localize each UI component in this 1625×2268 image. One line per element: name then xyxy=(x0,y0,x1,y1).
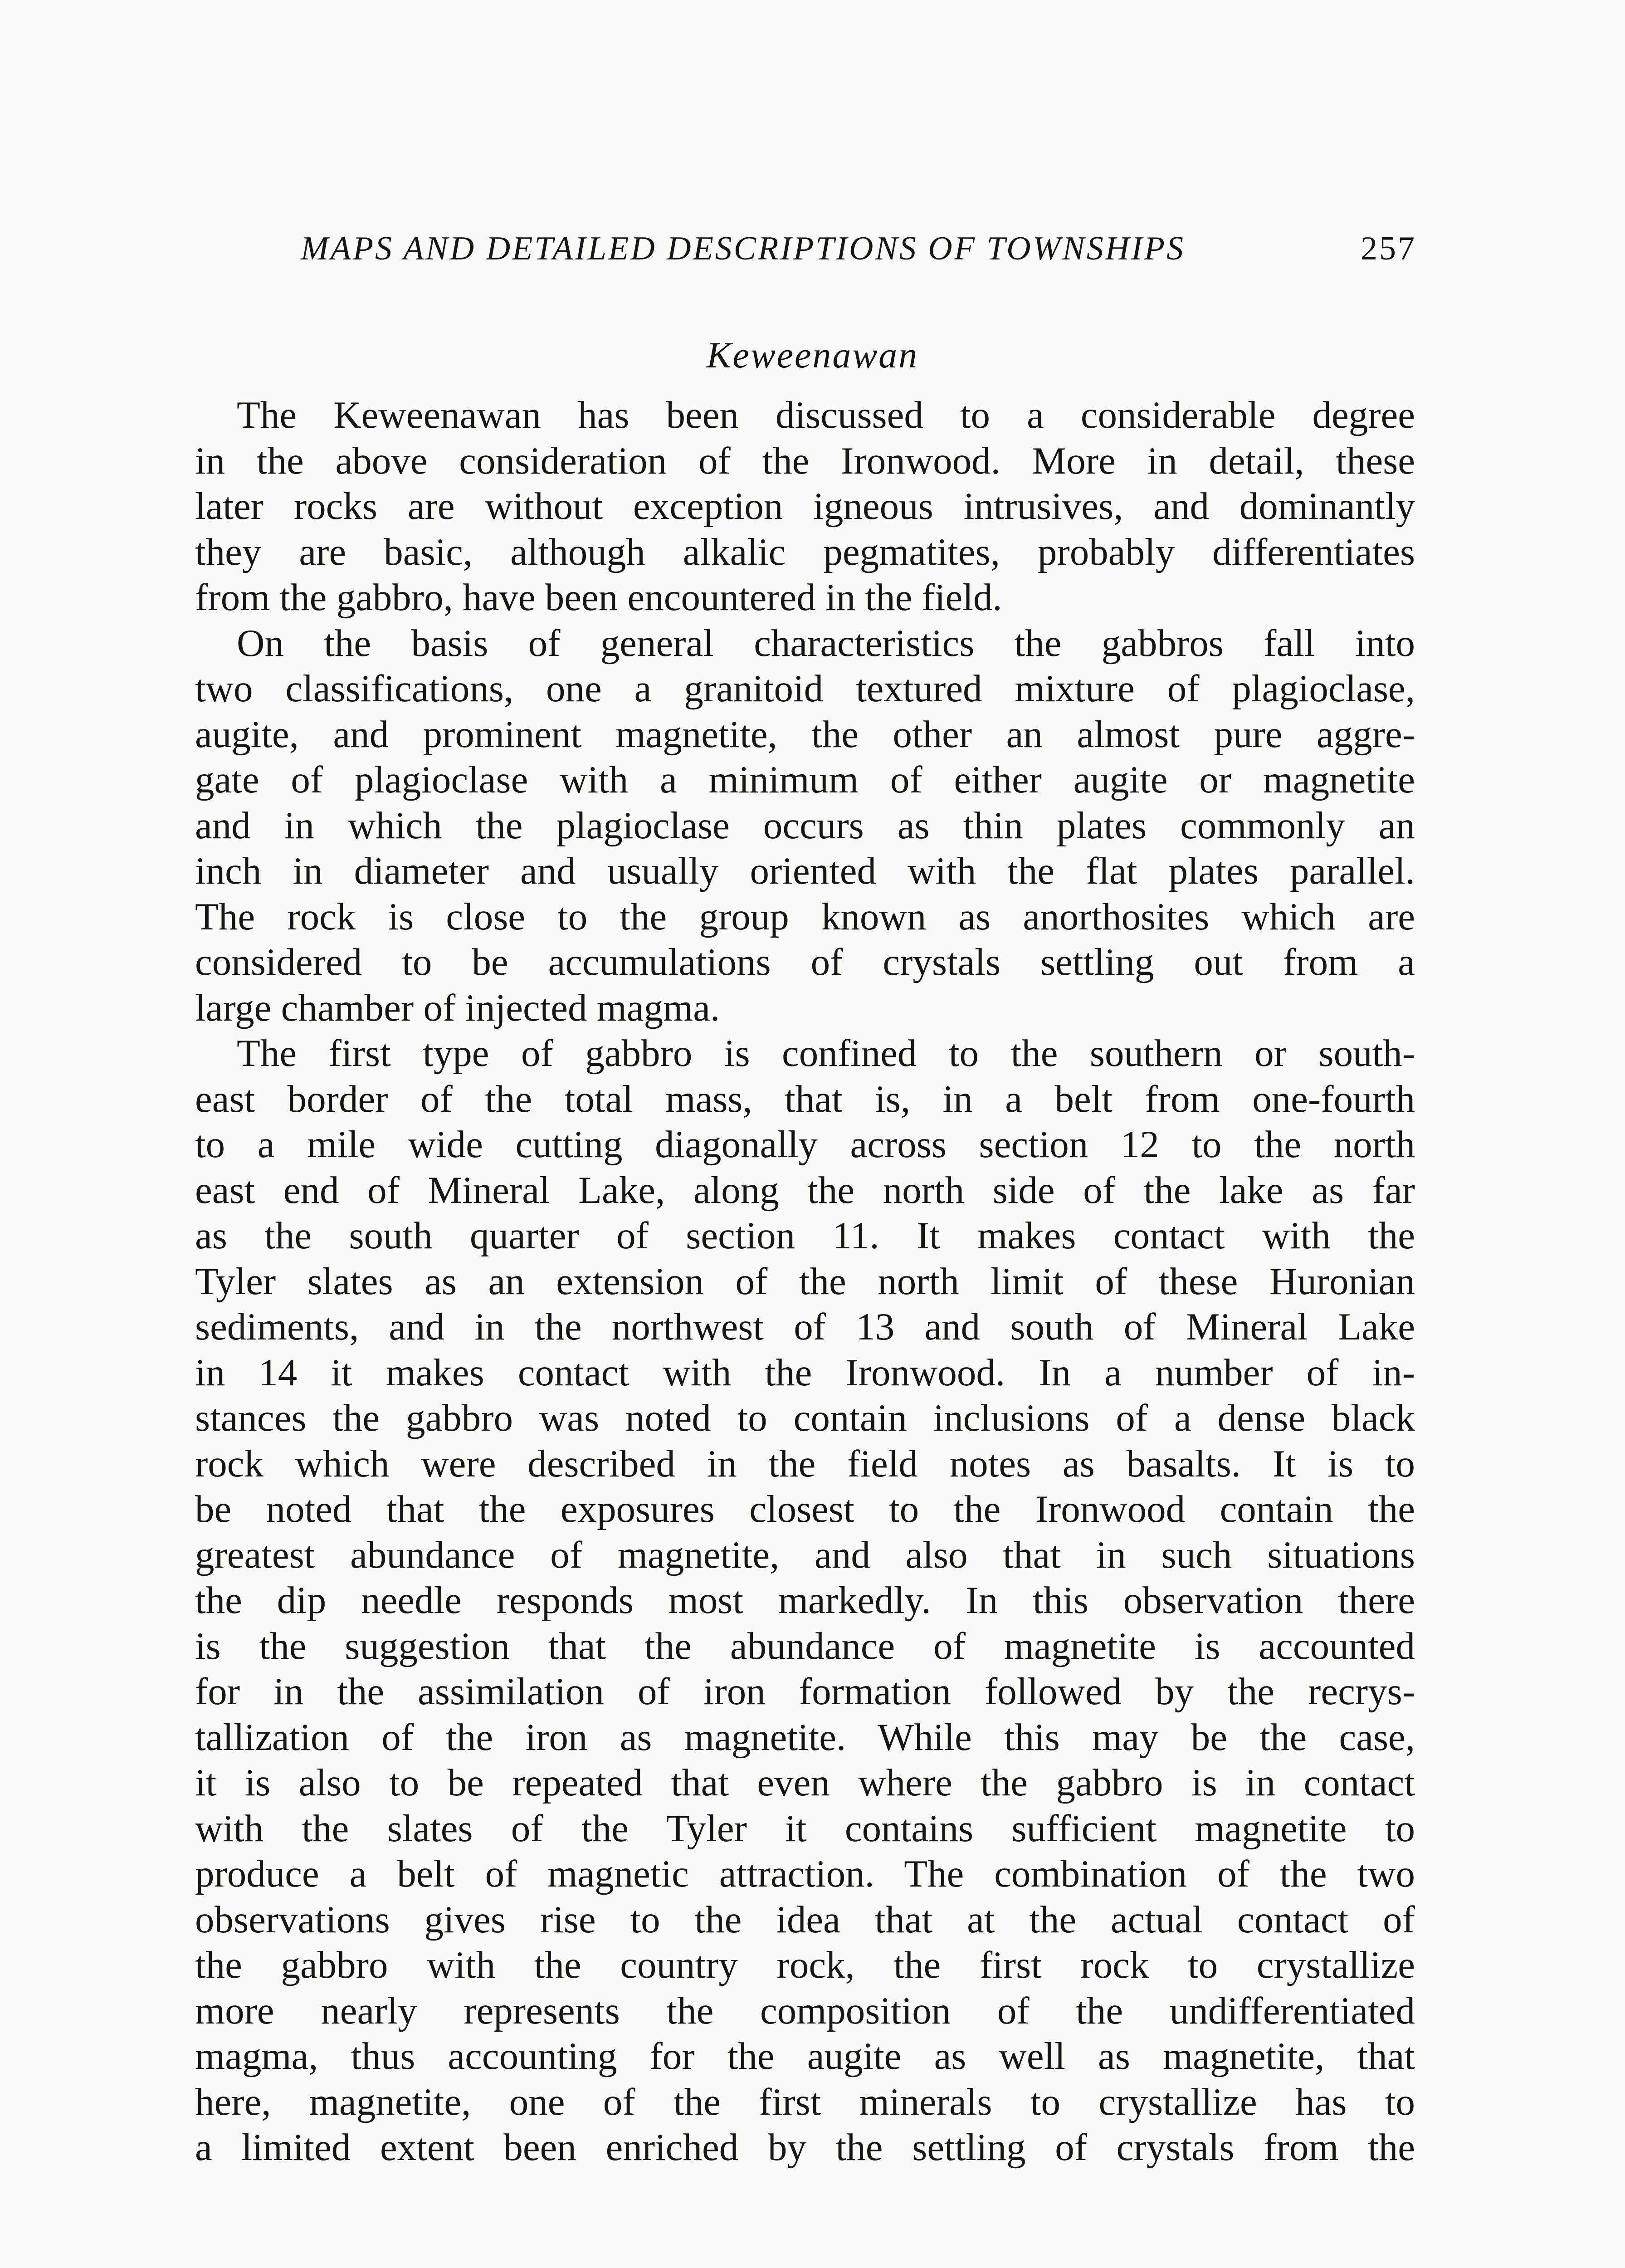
text-line: they are basic, although alkalic pegmatites, probably differentiates xyxy=(195,530,1415,573)
text-line: The rock is close to the group known as anorthosites which are xyxy=(195,895,1415,938)
text-line: for in the assimilation of iron formation followed by the recrys- xyxy=(195,1670,1415,1713)
text-line: Tyler slates as an extension of the north limit of these Huronian xyxy=(195,1260,1415,1303)
text-line: later rocks are without exception igneous intrusives, and dominantly xyxy=(195,485,1415,528)
text-line: rock which were described in the field notes as basalts. It is to xyxy=(195,1442,1415,1485)
text-line: in the above consideration of the Ironwood. More in detail, these xyxy=(195,439,1415,482)
text-line: as the south quarter of section 11. It makes contact with the xyxy=(195,1214,1415,1257)
text-line: augite, and prominent magnetite, the other an almost pure aggre- xyxy=(195,713,1415,756)
text-line: east border of the total mass, that is, in a belt from one-fourth xyxy=(195,1077,1415,1120)
running-head-title: MAPS AND DETAILED DESCRIPTIONS OF TOWNSHIPS xyxy=(301,230,1185,267)
text-line: a limited extent been enriched by the settling of crystals from the xyxy=(195,2126,1415,2169)
text-line: inch in diameter and usually oriented with the flat plates parallel. xyxy=(195,850,1415,892)
text-line: the gabbro with the country rock, the first rock to crystallize xyxy=(195,1944,1415,1986)
text-line: stances the gabbro was noted to contain inclusions of a dense black xyxy=(195,1397,1415,1439)
text-line: observations gives rise to the idea that at the actual contact of xyxy=(195,1898,1415,1941)
text-line: more nearly represents the composition of the undifferentiated xyxy=(195,1989,1415,2032)
text-line: two classifications, one a granitoid textured mixture of plagioclase, xyxy=(195,667,1415,710)
text-line: The Keweenawan has been discussed to a considerable degree xyxy=(237,394,1415,436)
text-line: here, magnetite, one of the first minerals to crystallize has to xyxy=(195,2080,1415,2123)
text-line: east end of Mineral Lake, along the north side of the lake as far xyxy=(195,1168,1415,1212)
text-line: greatest abundance of magnetite, and also that in such situations xyxy=(195,1533,1415,1576)
text-line: considered to be accumulations of crystals settling out from a xyxy=(195,941,1415,983)
text-line: The first type of gabbro is confined to the southern or south- xyxy=(237,1032,1415,1075)
text-line: is the suggestion that the abundance of magnetite is accounted xyxy=(195,1624,1415,1667)
text-line: large chamber of injected magma. xyxy=(195,986,720,1029)
text-line: sediments, and in the northwest of 13 and south of Mineral Lake xyxy=(195,1305,1415,1348)
section-heading: Keweenawan xyxy=(706,334,919,376)
running-head xyxy=(301,217,1416,280)
text-line: to a mile wide cutting diagonally across section 12 to the north xyxy=(195,1123,1415,1166)
text-line: produce a belt of magnetic attraction. The combination of the two xyxy=(195,1853,1415,1895)
text-line: from the gabbro, have been encountered in the field. xyxy=(195,576,1002,619)
text-line: magma, thus accounting for the augite as well as magnetite, that xyxy=(195,2035,1415,2077)
page-number: 257 xyxy=(1361,230,1416,267)
text-line: On the basis of general characteristics the gabbros fall into xyxy=(237,621,1415,665)
body-text xyxy=(195,392,1415,2170)
text-line: be noted that the exposures closest to the Ironwood contain the xyxy=(195,1488,1415,1530)
text-line: in 14 it makes contact with the Ironwood. In a number of in- xyxy=(195,1351,1415,1394)
text-line: gate of plagioclase with a minimum of either augite or magnetite xyxy=(195,758,1415,801)
text-line: and in which the plagioclase occurs as thin plates commonly an xyxy=(195,804,1415,847)
text-line: it is also to be repeated that even where the gabbro is in contact xyxy=(195,1761,1415,1804)
text-line: with the slates of the Tyler it contains sufficient magnetite to xyxy=(195,1807,1415,1850)
text-line: the dip needle responds most markedly. In this observation there xyxy=(195,1579,1415,1622)
text-line: tallization of the iron as magnetite. While this may be the case, xyxy=(195,1716,1415,1759)
